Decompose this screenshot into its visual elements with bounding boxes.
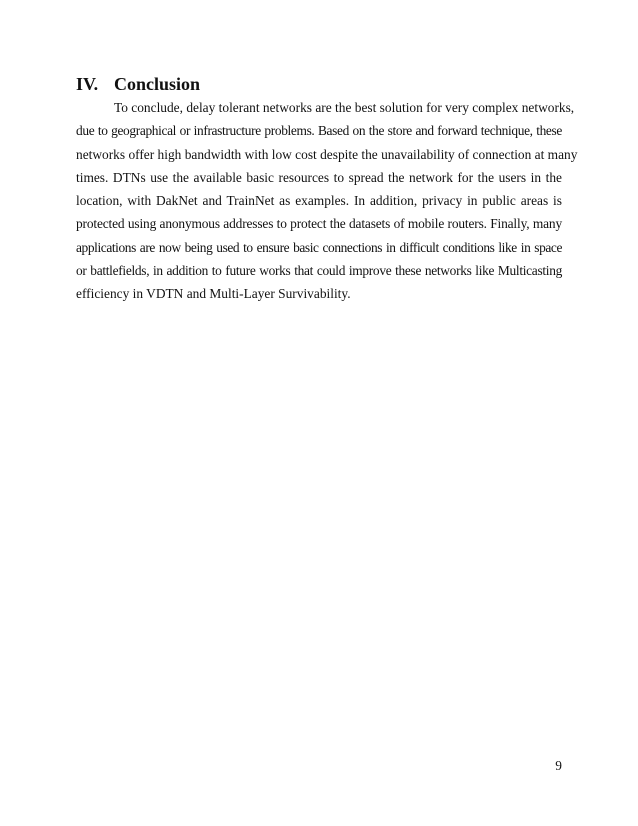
section-title: Conclusion xyxy=(114,74,201,94)
conclusion-paragraph xyxy=(76,96,578,306)
section-number: IV. xyxy=(76,74,99,94)
paragraph-line: applications are now being used to ensure basic connections in difficult conditions like in space xyxy=(76,239,562,255)
paragraph-line: times. DTNs use the available basic resources to spread the network for the users in the xyxy=(76,169,562,185)
paragraph-line: due to geographical or infrastructure problems. Based on the store and forward technique, these xyxy=(76,123,562,139)
paragraph-line: To conclude, delay tolerant networks are the best solution for very complex networks, xyxy=(114,100,575,115)
section-heading xyxy=(76,72,200,96)
paragraph-line: protected using anonymous addresses to protect the datasets of mobile routers. Finally, many xyxy=(76,216,562,232)
paragraph-line: or battlefields, in addition to future works that could improve these networks like Multicasting xyxy=(76,263,562,279)
paragraph-line: location, with DakNet and TrainNet as examples. In addition, privacy in public areas is xyxy=(76,193,562,209)
page-number: 9 xyxy=(555,758,562,773)
paragraph-line: networks offer high bandwidth with low cost despite the unavailability of connection at many xyxy=(76,146,578,162)
paragraph-line: efficiency in VDTN and Multi-Layer Survivability. xyxy=(76,286,351,302)
